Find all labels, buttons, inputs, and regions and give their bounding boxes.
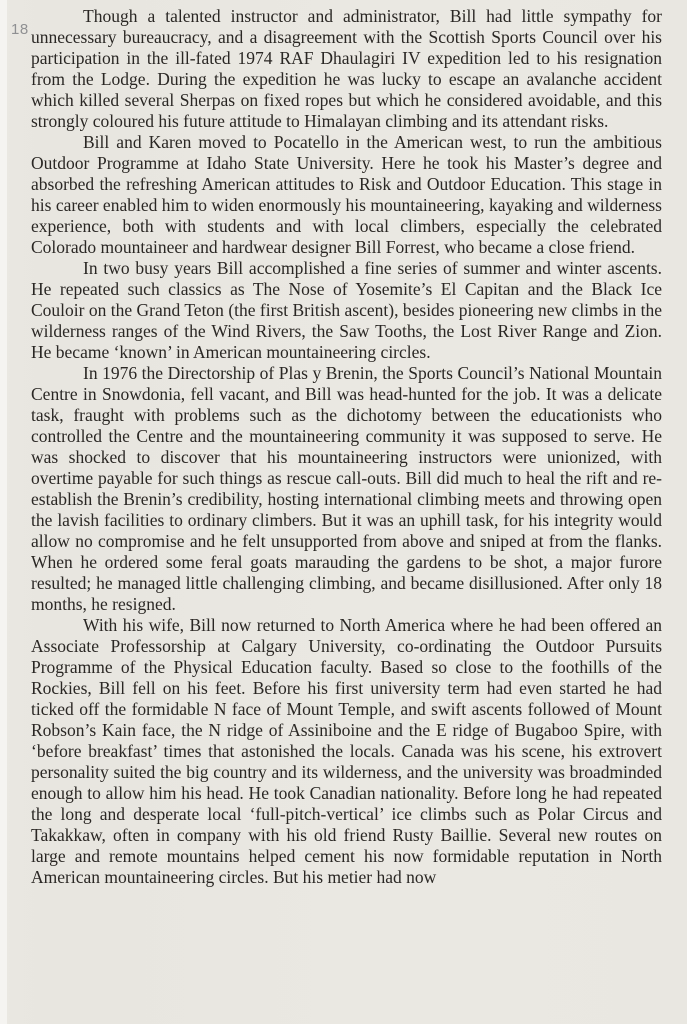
paragraph: With his wife, Bill now returned to North America where he had been offered an Associate Professorship at Calgary University, co-ordinating the Outdoor Pursuits Programme of the Physical Education faculty. Based so close to the foothills of the Rockies, Bill fell on his feet. Before his first university term had even started he had ticked off the formidable N face of Mount Temple, and swift ascents followed of Mount Robson’s Kain face, the N ridge of Assiniboine and the E ridge of Bugaboo Spire, with ‘before breakfast’ times that astonished the locals. Canada was his scene, his extrovert personality suited the big country and its wilderness, and the university was broadminded enough to allow him his head. He took Canadian nationality. Before long he had repeated the long and desperate local ‘full-pitch-vertical’ ice climbs such as Polar Circus and Takakkaw, often in company with his old friend Rusty Baillie. Several new routes on large and remote mountains helped cement his now formidable reputation in North American mountaineering circles. But his metier had now [31,615,662,887]
body-text [31,6,662,888]
page-number: 18 [11,21,29,38]
paragraph: In 1976 the Directorship of Plas y Brenin, the Sports Council’s National Mountain Centre in Snowdonia, fell vacant, and Bill was head-hunted for the job. It was a delicate task, fraught with problems such as the dichotomy between the educationists who controlled the Centre and the mountaineering community it was supposed to serve. He was shocked to discover that his mountaineering instructors were unionized, with overtime payable for such things as rescue call-outs. Bill did much to heal the rift and re-establish the Brenin’s credibility, hosting international climbing meets and throwing open the lavish facilities to ordinary climbers. But it was an uphill task, for his integrity would allow no compromise and he felt unsupported from above and sniped at from the flanks. When he ordered some feral goats marauding the gardens to be shot, a major furore resulted; he managed little challenging climbing, and became disillusioned. After only 18 months, he resigned. [31,363,662,614]
paragraph: Bill and Karen moved to Pocatello in the American west, to run the ambitious Outdoor Programme at Idaho State University. Here he took his Master’s degree and absorbed the refreshing American attitudes to Risk and Outdoor Education. This stage in his career enabled him to widen enormously his mountaineering, kayaking and wilderness experience, both with students and with local climbers, especially the celebrated Colorado mountaineer and hardwear designer Bill Forrest, who became a close friend. [31,132,662,257]
scan-edge-strip [0,0,7,1024]
paragraph: In two busy years Bill accomplished a fine series of summer and winter ascents. He repeated such classics as The Nose of Yosemite’s El Capitan and the Black Ice Couloir on the Grand Teton (the first British ascent), besides pioneering new climbs in the wilderness ranges of the Wind Rivers, the Saw Tooths, the Lost River Range and Zion. He became ‘known’ in American mountaineering circles. [31,258,662,362]
paragraph: Though a talented instructor and administrator, Bill had little sympathy for unnecessary bureaucracy, and a disagreement with the Scottish Sports Council over his participation in the ill-fated 1974 RAF Dhaulagiri IV expedition led to his resignation from the Lodge. During the expedition he was lucky to escape an avalanche accident which killed several Sherpas on fixed ropes but which he considered avoidable, and this strongly coloured his future attitude to Himalayan climbing and its attendant risks. [31,6,662,131]
